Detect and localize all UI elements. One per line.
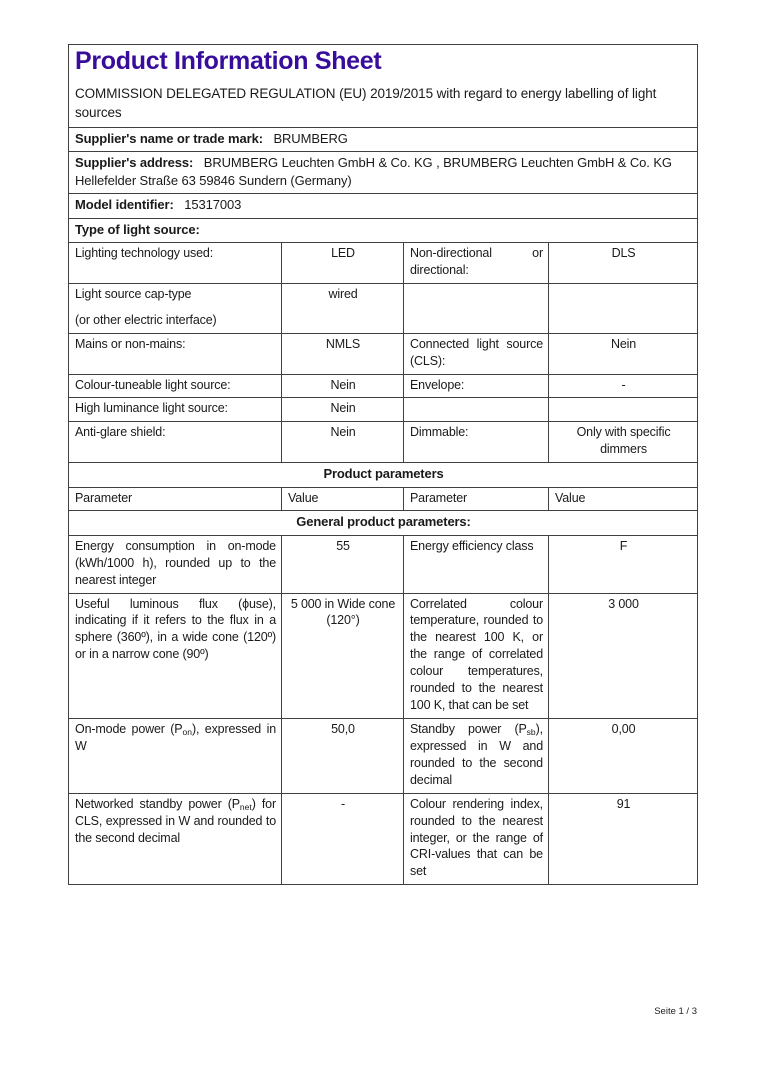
table-row <box>69 793 698 884</box>
title-row <box>69 45 698 128</box>
supplier-address-row <box>69 152 698 194</box>
param-cell <box>404 284 549 334</box>
page-number: Seite 1 / 3 <box>654 1006 697 1017</box>
subscript: on <box>182 726 192 737</box>
table-row <box>69 535 698 593</box>
model-identifier-row <box>69 194 698 219</box>
table-row <box>69 398 698 422</box>
model-identifier-value: 15317003 <box>184 197 242 213</box>
param-text: ) for CLS, expressed in W and rounded to the second decimal <box>75 796 276 846</box>
supplier-name-value: BRUMBERG <box>273 130 348 146</box>
param-text: On-mode power (P <box>75 721 183 736</box>
table-row <box>69 374 698 398</box>
value-cell: 91 <box>549 793 698 884</box>
param-cell: Connected light source (CLS): <box>404 333 549 374</box>
value-cell: Nein <box>282 422 404 463</box>
param-cell <box>69 718 282 793</box>
page-title: Product Information Sheet <box>75 47 382 75</box>
table-row <box>69 718 698 793</box>
table-row <box>69 593 698 718</box>
product-parameters-heading: Product parameters <box>69 463 698 488</box>
table-row <box>69 284 698 334</box>
table-row <box>69 422 698 463</box>
param-text: Standby power (P <box>410 721 527 736</box>
value-cell: 0,00 <box>549 718 698 793</box>
subscript: sb <box>526 726 536 737</box>
table-row <box>69 333 698 374</box>
column-header: Value <box>549 487 698 511</box>
value-cell: - <box>549 374 698 398</box>
value-cell: Nein <box>282 398 404 422</box>
param-cell: Envelope: <box>404 374 549 398</box>
column-header: Parameter <box>69 487 282 511</box>
param-cell: Energy efficiency class <box>404 535 549 593</box>
column-header: Value <box>282 487 404 511</box>
supplier-name-row <box>69 127 698 152</box>
param-text: Networked standby power (P <box>75 796 240 811</box>
type-of-light-source-heading: Type of light source: <box>69 218 698 243</box>
param-text: ), expressed in W and rounded to the second decimal <box>410 721 543 787</box>
value-cell: Only with specific dimmers <box>549 422 698 463</box>
product-parameters-heading-row <box>69 463 698 488</box>
model-identifier-label: Model identifier: <box>75 197 174 213</box>
param-cell: High luminance light source: <box>69 398 282 422</box>
param-line: Light source cap-type <box>75 287 192 302</box>
product-information-table <box>68 44 698 885</box>
param-cell <box>404 718 549 793</box>
value-cell: 55 <box>282 535 404 593</box>
value-cell: 3 000 <box>549 593 698 718</box>
param-cell: Correlated colour temperature, rounded to the nearest 100 K, or the range of correlated colour temperatures, rounded to the nearest 100 K, that can be set <box>404 593 549 718</box>
supplier-address-label: Supplier's address: <box>75 155 194 171</box>
supplier-name-label: Supplier's name or trade mark: <box>75 130 263 146</box>
value-cell <box>549 284 698 334</box>
value-cell: 50,0 <box>282 718 404 793</box>
param-cell <box>69 793 282 884</box>
param-cell <box>69 284 282 334</box>
param-text: ), expressed in W <box>75 721 276 754</box>
regulation-subtitle: COMMISSION DELEGATED REGULATION (EU) 2019/2015 with regard to energy labelling of light sources <box>75 85 657 120</box>
value-cell <box>549 398 698 422</box>
value-cell: F <box>549 535 698 593</box>
column-header: Parameter <box>404 487 549 511</box>
value-cell: LED <box>282 243 404 284</box>
param-line: (or other electric interface) <box>75 312 217 327</box>
param-cell <box>404 398 549 422</box>
param-cell: Useful luminous flux (ϕuse), indicating if it refers to the flux in a sphere (360º), in a wide cone (120º) or in a narrow cone (90º) <box>69 593 282 718</box>
type-of-light-source-row <box>69 218 698 243</box>
param-cell: Mains or non-mains: <box>69 333 282 374</box>
value-cell: Nein <box>549 333 698 374</box>
supplier-address-value: BRUMBERG Leuchten GmbH & Co. KG , BRUMBERG Leuchten GmbH & Co. KG Hellefelder Straße 63 59846 Sundern (Germany) <box>75 155 672 188</box>
table-row <box>69 243 698 284</box>
param-cell: Lighting technology used: <box>69 243 282 284</box>
value-cell: Nein <box>282 374 404 398</box>
subscript: net <box>239 801 252 812</box>
param-cell: Non-directional or directional: <box>404 243 549 284</box>
value-cell: - <box>282 793 404 884</box>
param-cell: Dimmable: <box>404 422 549 463</box>
param-cell: Colour rendering index, rounded to the nearest integer, or the range of CRI-values that can be set <box>404 793 549 884</box>
param-cell: Colour-tuneable light source: <box>69 374 282 398</box>
column-header-row <box>69 487 698 511</box>
general-parameters-heading: General product parameters: <box>69 511 698 536</box>
value-cell: NMLS <box>282 333 404 374</box>
value-cell: 5 000 in Wide cone (120°) <box>282 593 404 718</box>
value-cell: wired <box>282 284 404 334</box>
general-parameters-heading-row <box>69 511 698 536</box>
value-cell: DLS <box>549 243 698 284</box>
param-cell: Energy consumption in on-mode (kWh/1000 h), rounded up to the nearest integer <box>69 535 282 593</box>
param-cell: Anti-glare shield: <box>69 422 282 463</box>
